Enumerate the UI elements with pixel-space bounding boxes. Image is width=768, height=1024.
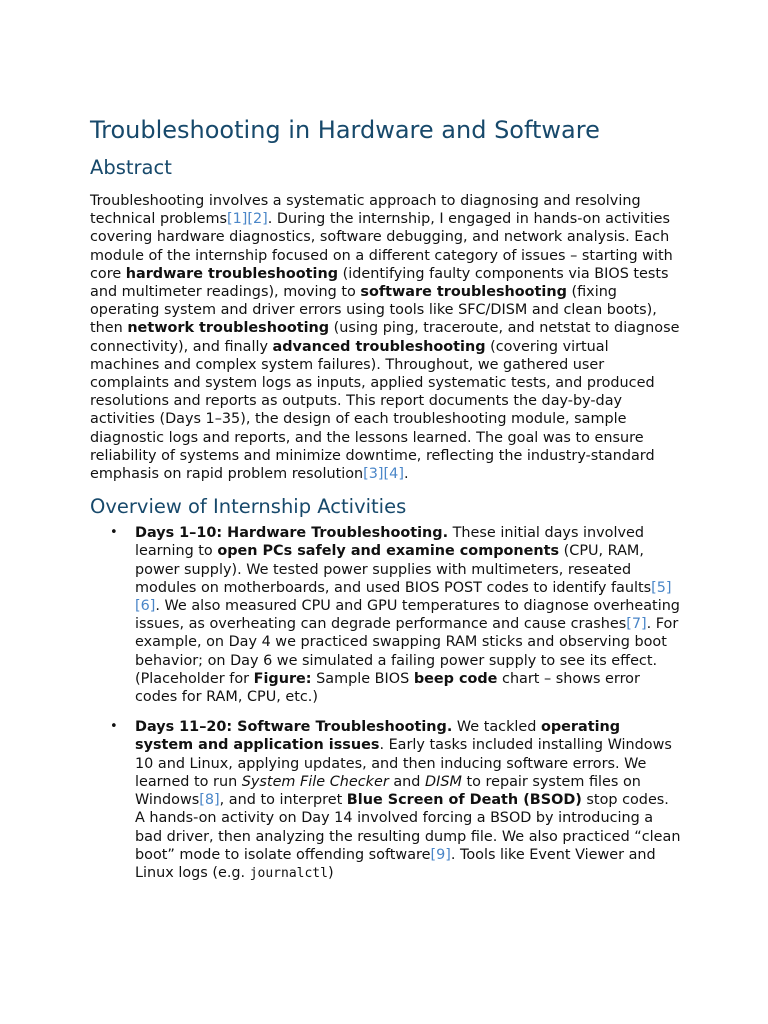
- item-text: and: [388, 773, 425, 790]
- bullet-icon: •: [110, 525, 118, 541]
- item-text: . For example, on Day 4 we practiced swapping RAM sticks and observing boot behavior; on Day 6 we simulated a failing power supply to see its effect. (Placeholder for: [135, 616, 679, 687]
- item-text: . We also measured CPU and GPU temperatures to diagnose overheating issues, as overheating can degrade performance and cause crashes: [135, 598, 680, 633]
- item-text: (CPU, RAM, power supply). We tested power supplies with multimeters, reseated modules on motherboards, and used BIOS POST codes to identify faults: [135, 543, 652, 596]
- bold-term: open PCs safely and examine components: [217, 543, 560, 560]
- page-title: Troubleshooting in Hardware and Software: [90, 116, 600, 144]
- bold-term: beep code: [413, 670, 498, 687]
- citation-link-8[interactable]: [8]: [199, 792, 220, 809]
- item-text: . Tools like Event Viewer and Linux logs (e.g.: [135, 846, 656, 881]
- item-text: , and to interpret: [219, 792, 347, 809]
- abstract-text: Troubleshooting involves a systematic approach to diagnosing and resolving technical problems: [90, 193, 641, 228]
- italic-term: DISM: [425, 773, 462, 790]
- abstract-paragraph: [90, 192, 682, 483]
- bullet-icon: •: [110, 719, 118, 735]
- bold-term: advanced troubleshooting: [272, 338, 486, 355]
- citation-link-5[interactable]: [5]: [651, 579, 672, 596]
- bold-term: hardware troubleshooting: [125, 265, 339, 282]
- item-text: Sample BIOS: [311, 670, 414, 687]
- item-text: These initial days involved learning to: [135, 525, 644, 560]
- abstract-text: (covering virtual machines and complex system failures). Throughout, we gathered user complaints and system logs as inputs, applied systematic tests, and produced resolutions and reports as outputs. This report documents the day-by-day activities (Days 1–35), the design of each troubleshooting module, sample diagnostic logs and reports, and the lessons learned. The goal was to ensure reliability of systems and minimize downtime, reflecting the industry-standard emphasis on rapid problem resolution: [90, 338, 655, 483]
- bold-term: software troubleshooting: [360, 284, 567, 301]
- bold-term: Days 1–10: Hardware Troubleshooting.: [135, 525, 449, 542]
- abstract-text: (using ping, traceroute, and netstat to diagnose connectivity), and finally: [90, 320, 680, 355]
- list-item-software: [90, 718, 682, 883]
- citation-link-2[interactable]: [2]: [247, 211, 268, 228]
- inline-code: journalctl: [249, 865, 328, 881]
- bold-term: Blue Screen of Death (BSOD): [346, 792, 582, 809]
- activities-list: [90, 524, 682, 883]
- item-text: ): [327, 864, 334, 881]
- bold-term: operating system and application issues: [135, 719, 621, 754]
- citation-link-7[interactable]: [7]: [626, 616, 647, 633]
- item-text: stop codes. A hands-on activity on Day 14 involved forcing a BSOD by introducing a bad driver, then analyzing the resulting dump file. We also practiced “clean boot” mode to isolate offending software: [135, 792, 681, 863]
- citation-link-1[interactable]: [1]: [227, 211, 248, 228]
- list-item-hardware: [90, 524, 682, 706]
- item-text: . Early tasks included installing Windows 10 and Linux, applying updates, and then inducing software errors. We learned to run: [135, 737, 672, 790]
- citation-link-4[interactable]: [4]: [383, 466, 404, 483]
- citation-link-6[interactable]: [6]: [135, 598, 156, 615]
- item-text: We tackled: [452, 719, 541, 736]
- item-text: to repair system files on Windows: [135, 773, 641, 809]
- abstract-heading: Abstract: [90, 156, 172, 179]
- bold-term: Figure:: [253, 670, 312, 687]
- item-text: chart – shows error codes for RAM, CPU, etc.): [135, 670, 640, 706]
- overview-heading: Overview of Internship Activities: [90, 495, 407, 519]
- abstract-text: (fixing operating system and driver errors using tools like SFC/DISM and clean boots), then: [90, 284, 657, 337]
- citation-link-9[interactable]: [9]: [430, 846, 451, 863]
- citation-link-3[interactable]: [3]: [363, 466, 384, 483]
- bold-term: Days 11–20: Software Troubleshooting.: [135, 719, 453, 736]
- abstract-text: .: [403, 466, 409, 483]
- abstract-text: (identifying faulty components via BIOS tests and multimeter readings), moving to: [90, 265, 669, 301]
- abstract-text: . During the internship, I engaged in hands-on activities covering hardware diagnostics, software debugging, and network analysis. Each module of the internship focused on a different category of issues – starting with core: [90, 211, 673, 282]
- bold-term: network troubleshooting: [127, 320, 330, 337]
- italic-term: System File Checker: [241, 773, 389, 790]
- document-body: [90, 112, 682, 895]
